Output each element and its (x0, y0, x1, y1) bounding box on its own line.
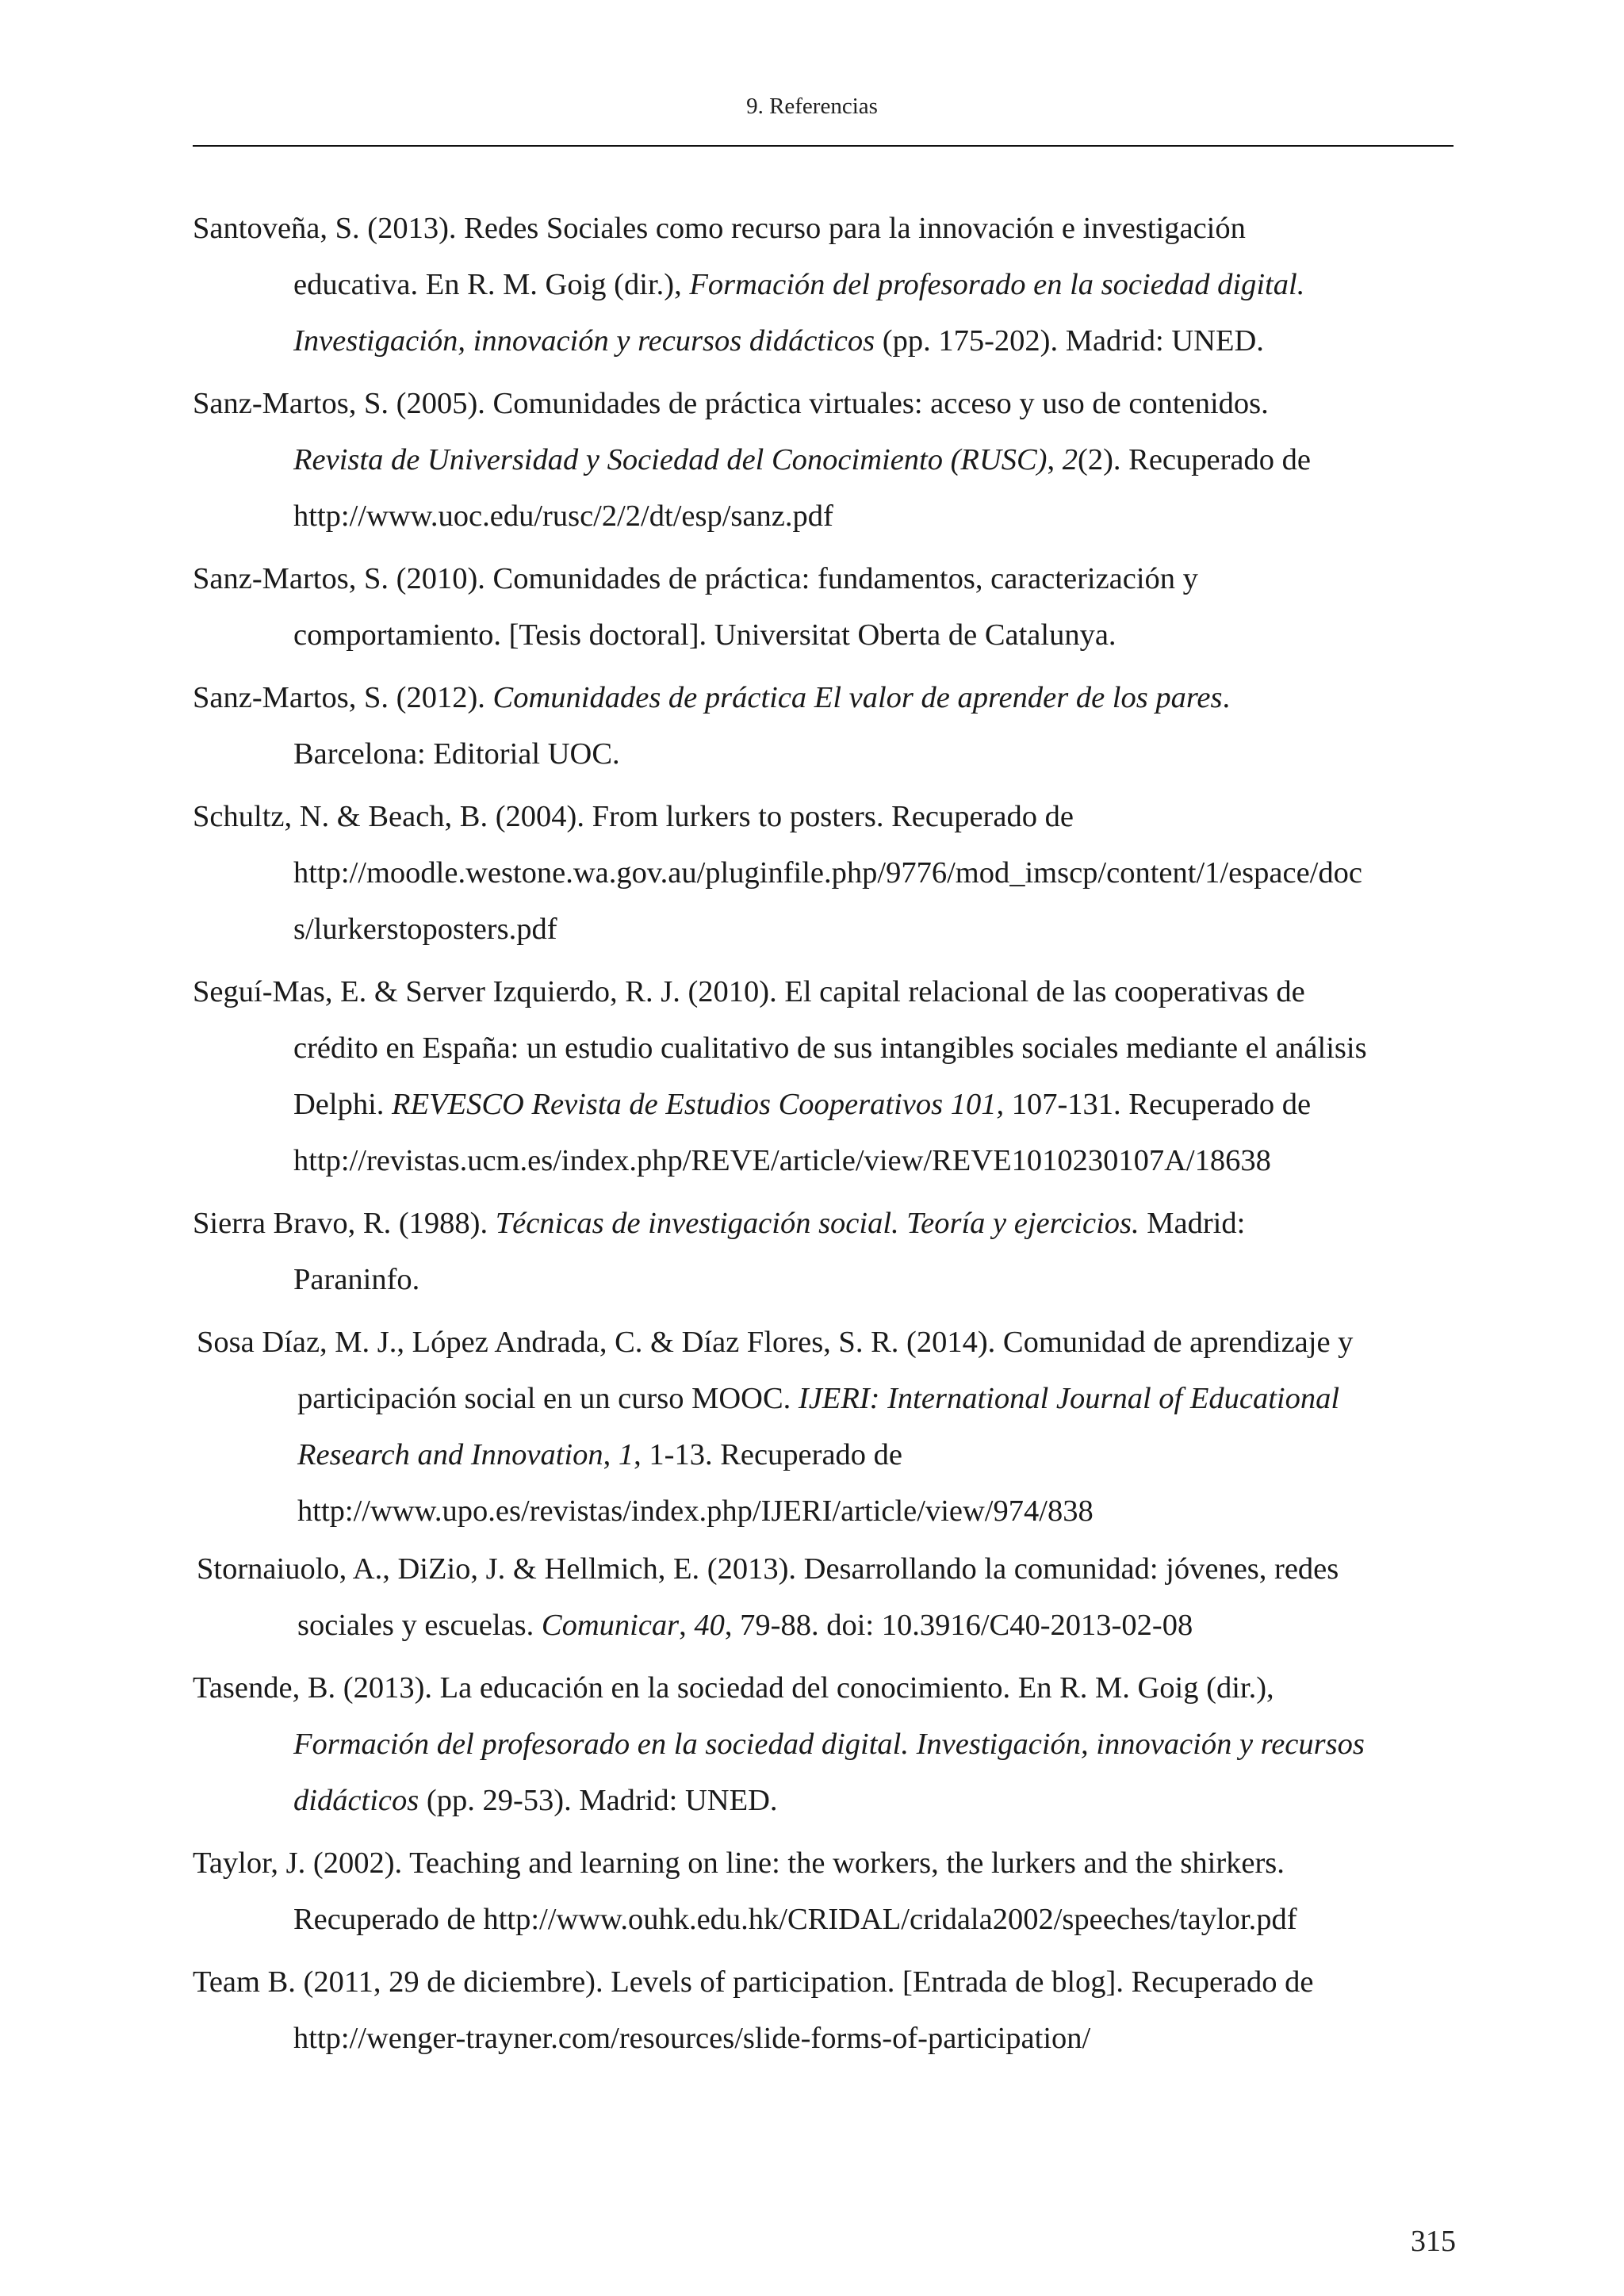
reference-line (297, 1483, 1461, 1540)
reference-text: Sanz-Martos, S. (2012). (193, 681, 493, 714)
reference-text: Stornaiuolo, A., DiZio, J. & Hellmich, E. (2013). Desarrollando la comunidad: jóvenes, redes (197, 1552, 1339, 1586)
reference-line (197, 1314, 1461, 1371)
reference-italic-text: Investigación, innovación y recursos didácticos (293, 324, 875, 358)
reference-text: Santoveña, S. (2013). Redes Sociales como recurso para la innovación e investigación (193, 212, 1246, 245)
reference-text: Delphi. (293, 1088, 393, 1121)
reference-entry (193, 376, 1461, 545)
reference-text: participación social en un curso MOOC. (297, 1382, 799, 1415)
reference-line (293, 726, 1461, 783)
reference-line (193, 1660, 1461, 1716)
reference-text: comportamiento. [Tesis doctoral]. Universitat Oberta de Catalunya. (293, 618, 1116, 652)
reference-entry (197, 1314, 1461, 1540)
reference-line (193, 964, 1461, 1020)
reference-text: , (679, 1609, 695, 1642)
reference-text: s/lurkerstoposters.pdf (293, 913, 557, 946)
reference-line (197, 1541, 1461, 1598)
reference-text: Team B. (2011, 29 de diciembre). Levels of participation. [Entrada de blog]. Recuperado de (193, 1965, 1314, 1999)
reference-italic-text: REVESCO Revista de Estudios Cooperativos 101, (392, 1088, 1005, 1121)
reference-italic-text: Research and Innovation (297, 1438, 603, 1471)
reference-line (293, 257, 1461, 313)
reference-text: http://wenger-trayner.com/resources/slide-forms-of-participation/ (293, 2022, 1091, 2055)
reference-italic-text: Comunidades de práctica El valor de aprender de los pares (492, 681, 1223, 714)
reference-line (193, 1954, 1461, 2011)
reference-text: http://www.uoc.edu/rusc/2/2/dt/esp/sanz.pdf (293, 499, 833, 533)
reference-text: Recuperado de http://www.ouhk.edu.hk/CRIDAL/cridala2002/speeches/taylor.pdf (293, 1903, 1297, 1936)
running-header: 9. Referencias (746, 94, 878, 119)
reference-text: Sierra Bravo, R. (1988). (193, 1207, 496, 1240)
reference-italic-text: 1 (618, 1438, 634, 1471)
header-divider (193, 145, 1454, 147)
reference-text: http://www.upo.es/revistas/index.php/IJERI/article/view/974/838 (297, 1494, 1094, 1528)
reference-text: (2). Recuperado de (1078, 443, 1311, 476)
reference-text: , (1047, 443, 1063, 476)
reference-text: Seguí-Mas, E. & Server Izquierdo, R. J. (2010). El capital relacional de las cooperativas de (193, 975, 1305, 1008)
reference-entry (193, 964, 1461, 1189)
reference-line (193, 551, 1461, 607)
reference-entry (193, 1660, 1461, 1829)
reference-line (193, 1196, 1461, 1252)
reference-text: Madrid: (1139, 1207, 1246, 1240)
reference-text: , (603, 1438, 619, 1471)
page-number: 315 (1411, 2225, 1456, 2258)
reference-text: , 79-88. doi: 10.3916/C40-2013-02-08 (724, 1609, 1193, 1642)
reference-line (193, 376, 1461, 432)
reference-text: Tasende, B. (2013). La educación en la sociedad del conocimiento. En R. M. Goig (dir.), (193, 1671, 1274, 1705)
reference-italic-text: didácticos (293, 1784, 419, 1817)
reference-list (193, 201, 1461, 2073)
reference-line (293, 1892, 1461, 1948)
reference-line (193, 670, 1461, 726)
reference-italic-text: Técnicas de investigación social. Teoría y ejercicios. (495, 1207, 1139, 1240)
reference-text: . (1222, 681, 1231, 714)
reference-text: crédito en España: un estudio cualitativo de sus intangibles sociales mediante el análisis (293, 1031, 1367, 1065)
reference-text: Taylor, J. (2002). Teaching and learning on line: the workers, the lurkers and the shirkers. (193, 1846, 1285, 1880)
reference-line (293, 1252, 1461, 1308)
reference-line (293, 2011, 1461, 2067)
reference-text: Schultz, N. & Beach, B. (2004). From lurkers to posters. Recuperado de (193, 800, 1074, 833)
reference-entry (193, 670, 1461, 783)
reference-line (293, 1133, 1461, 1189)
reference-entry (193, 1954, 1461, 2067)
reference-italic-text: Formación del profesorado en la sociedad digital. (689, 268, 1305, 301)
reference-text: Sosa Díaz, M. J., López Andrada, C. & Díaz Flores, S. R. (2014). Comunidad de aprendizaje y (197, 1326, 1354, 1359)
reference-line (293, 1020, 1461, 1077)
reference-italic-text: Comunicar (541, 1609, 680, 1642)
reference-line (193, 789, 1461, 845)
reference-line (293, 845, 1461, 901)
reference-entry (193, 789, 1461, 958)
reference-text: sociales y escuelas. (297, 1609, 542, 1642)
reference-line (293, 1077, 1461, 1133)
reference-italic-text: IJERI: International Journal of Educational (798, 1382, 1340, 1415)
reference-line (193, 201, 1461, 257)
reference-line (293, 1773, 1461, 1829)
reference-line (297, 1427, 1461, 1483)
reference-line (297, 1598, 1461, 1654)
reference-entry (197, 1541, 1461, 1654)
reference-text: , 1-13. Recuperado de (634, 1438, 903, 1471)
reference-text: Paraninfo. (293, 1263, 420, 1296)
reference-entry (193, 201, 1461, 369)
reference-text: Sanz-Martos, S. (2010). Comunidades de práctica: fundamentos, caracterización y (193, 562, 1198, 595)
reference-text: (pp. 175-202). Madrid: UNED. (875, 324, 1264, 358)
reference-line (293, 313, 1461, 369)
reference-text: 107-131. Recuperado de (1004, 1088, 1312, 1121)
reference-text: Barcelona: Editorial UOC. (293, 737, 620, 771)
reference-line (293, 488, 1461, 545)
reference-text: Sanz-Martos, S. (2005). Comunidades de práctica virtuales: acceso y uso de contenidos. (193, 387, 1269, 420)
reference-line (293, 432, 1461, 488)
reference-entry (193, 551, 1461, 664)
reference-entry (193, 1835, 1461, 1948)
reference-italic-text: Revista de Universidad y Sociedad del Conocimiento (RUSC) (293, 443, 1048, 476)
reference-line (297, 1371, 1461, 1427)
reference-text: http://revistas.ucm.es/index.php/REVE/article/view/REVE1010230107A/18638 (293, 1144, 1271, 1177)
reference-line (293, 1716, 1461, 1773)
reference-line (293, 901, 1461, 958)
reference-italic-text: 40 (694, 1609, 725, 1642)
reference-text: http://moodle.westone.wa.gov.au/pluginfile.php/9776/mod_imscp/content/1/espace/doc (293, 856, 1362, 890)
reference-text: (pp. 29-53). Madrid: UNED. (419, 1784, 778, 1817)
reference-line (293, 607, 1461, 664)
reference-italic-text: Formación del profesorado en la sociedad digital. Investigación, innovación y recursos (293, 1728, 1365, 1761)
reference-text: educativa. En R. M. Goig (dir.), (293, 268, 690, 301)
reference-line (193, 1835, 1461, 1892)
reference-italic-text: 2 (1062, 443, 1078, 476)
reference-entry (193, 1196, 1461, 1308)
